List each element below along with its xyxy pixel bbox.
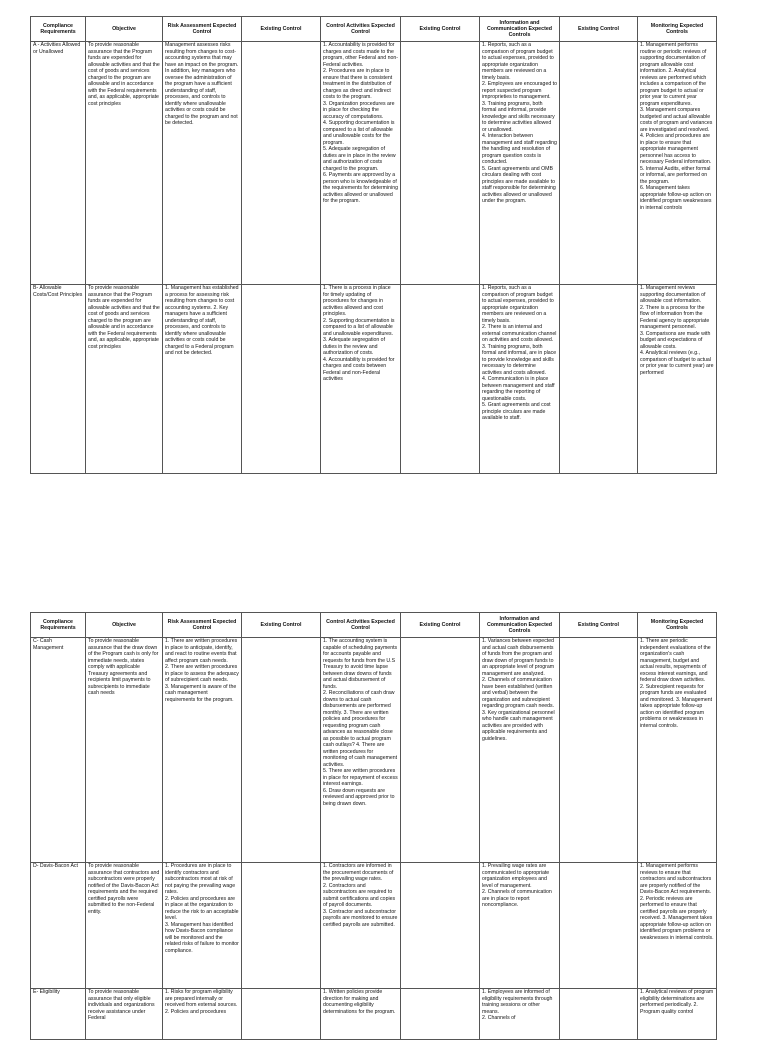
existing-control-cell[interactable] bbox=[401, 285, 480, 474]
information-communication-cell: 1. Employees are informed of eligibility requirements through training sessions or other means. 2. Channels of bbox=[480, 989, 560, 1040]
header-existing-control: Existing Control bbox=[242, 613, 321, 638]
objective-cell: To provide reasonable assurance that the Program funds are expended for allowable activities and that the cost of goods and services charged to the program are allowable and in accordance with the Federal requirements and, as applicable, appropriate cost principles bbox=[86, 42, 163, 285]
header-compliance: Compliance Requirements bbox=[31, 17, 86, 42]
control-activities-cell: 1. Written policies provide direction for making and documenting eligibility determinations for the program. bbox=[321, 989, 401, 1040]
compliance-requirement-cell: A - Activities Allowed or Unallowed bbox=[31, 42, 86, 285]
existing-control-cell[interactable] bbox=[242, 638, 321, 863]
header-objective: Objective bbox=[86, 17, 163, 42]
header-existing-control: Existing Control bbox=[560, 613, 638, 638]
header-monitoring: Monitoring Expected Controls bbox=[638, 17, 717, 42]
header-information-communication: Information and Communication Expected Controls bbox=[480, 613, 560, 638]
risk-assessment-cell: 1. Risks for program eligibility are prepared internally or received from external sources. 2. Policies and procedures bbox=[163, 989, 242, 1040]
table-row bbox=[31, 42, 717, 285]
information-communication-cell: 1. Variances between expected and actual cash disbursements of funds from the program and draw down of program funds to an appropriate level of program management are analyzed. 2. Channels of communication have been established (written and verbal) between the organization and subrecipient regarding program cash needs. 3. Key organizational personnel who handle cash management activities are provided with applicable requirements and guidelines. bbox=[480, 638, 560, 863]
objective-cell: To provide reasonable assurance that the Program funds are expended for allowable activities and that the cost of goods and services charged to the program are allowable and in accordance with the Federal requirements and, as applicable, appropriate cost principles bbox=[86, 285, 163, 474]
table-row bbox=[31, 638, 717, 863]
header-existing-control: Existing Control bbox=[401, 17, 480, 42]
objective-cell: To provide reasonable assurance that the draw down of the Program cash is only for immediate needs, states comply with applicable Treasury agreements and recipients limit payments to subrecipients to immediate cash needs bbox=[86, 638, 163, 863]
risk-assessment-cell: 1. Procedures are in place to identify contractors and subcontractors most at risk of not paying the prevailing wage rates. 2. Policies and procedures are in place at the organization to reduce the risk to an acceptable level. 3. Management has identified how Davis-Bacon compliance will be monitored and the related risks of failure to monitor compliance. bbox=[163, 863, 242, 989]
header-information-communication: Information and Communication Expected Controls bbox=[480, 17, 560, 42]
controls-matrix-table-1 bbox=[30, 16, 717, 474]
header-control-activities: Control Activities Expected Control bbox=[321, 17, 401, 42]
compliance-requirement-cell: B- Allowable Costs/Cost Principles bbox=[31, 285, 86, 474]
existing-control-cell[interactable] bbox=[401, 638, 480, 863]
control-activities-cell: 1. Contractors are informed in the procurement documents of the prevailing wage rates. 2. Contractors and subcontractors are required to submit certifications and copies of payroll documents. 3. Contractor and subcontractor payrolls are monitored to ensure certified payrolls are submitted. bbox=[321, 863, 401, 989]
monitoring-cell: 1. There are periodic independent evaluations of the organization's cash management, budget and actual results, repayments of excess interest earnings, and federal draw down activities. 2. Subrecipient requests for program funds are evaluated and monitored. 3. Management takes appropriate follow-up action on identified program problems or weaknesses in internal controls. bbox=[638, 638, 717, 863]
compliance-requirement-cell: C- Cash Management bbox=[31, 638, 86, 863]
monitoring-cell: 1. Management performs reviews to ensure that contractors and subcontractors are properly notified of the Davis-Bacon Act requirements. 2. Periodic reviews are performed to ensure that certified payrolls are properly received. 3. Management takes appropriate follow-up action on identified program problems or weaknesses in internal controls. bbox=[638, 863, 717, 989]
information-communication-cell: 1. Prevailing wage rates are communicated to appropriate organization employees and level of management. 2. Channels of communication are in place to report noncompliance. bbox=[480, 863, 560, 989]
control-activities-cell: 1. There is a process in place for timely updating of procedures for changes in activities allowed and cost principles. 2. Supporting documentation is compared to a list of allowable and unallowable expenditures. 3. Adequate segregation of duties in the review and authorization of costs. 4. Accountability is provided for charges and costs between Federal and non-Federal activities bbox=[321, 285, 401, 474]
monitoring-cell: 1. Analytical reviews of program eligibility determinations are performed periodically. 2. Program quality control bbox=[638, 989, 717, 1040]
existing-control-cell[interactable] bbox=[560, 285, 638, 474]
header-existing-control: Existing Control bbox=[401, 613, 480, 638]
header-compliance: Compliance Requirements bbox=[31, 613, 86, 638]
objective-cell: To provide reasonable assurance that only eligible individuals and organizations receive assistance under Federal bbox=[86, 989, 163, 1040]
table-row bbox=[31, 863, 717, 989]
existing-control-cell[interactable] bbox=[560, 989, 638, 1040]
control-activities-cell: 1. The accounting system is capable of scheduling payments for accounts payable and requests for funds from the U.S Treasury to avoid time lapse between draw downs of funds and actual disbursement of funds. 2. Reconciliations of cash draw downs to actual cash disbursements are performed monthly. 3. There are written policies and procedures for requesting program cash advances as reasonable close as possible to actual program cash outlays? 4. There are written procedures for monitoring of cash management activities. 5. There are written procedures in place for repayment of excess interest earnings. 6. Draw down requests are reviewed and approved prior to being drawn down. bbox=[321, 638, 401, 863]
information-communication-cell: 1. Reports, such as a comparison of program budget to actual expenses, provided to appropriate organization members are reviewed on a timely basis. 2. There is an internal and external communication channel on activities and costs allowed. 3. Training programs, both formal and informal, are in place to provide knowledge and skills necessary to determine activities and costs allowed. 4. Communication is in place between management and staff regarding the reporting of questionable costs. 5. Grant agreements and cost principle circulars are made available to staff. bbox=[480, 285, 560, 474]
control-activities-cell: 1. Accountability is provided for charges and costs made to the program, other Federal and non-Federal activities. 2. Procedures are in place to ensure that there is consistent treatment in the distribution of charges as direct and indirect costs to the program. 3. Organization procedures are in place for checking the accuracy of computations. 4. Supporting documentation is compared to a list of allowable and unallowable costs for the program. 5. Adequate segregation of duties are in place in the review and authorization of costs charged to the program. 6. Payments are approved by a person who is knowledgeable of the requirements for determining activities allowed or unallowed for the program. bbox=[321, 42, 401, 285]
information-communication-cell: 1. Reports, such as a comparison of program budget to actual expenses, provided to appropriate organization members are reviewed on a timely basis. 2. Employees are encouraged to report suspected program improprieties to management. 3. Training programs, both formal and informal, provide knowledge and skills necessary to determine activities allowed or unallowed. 4. Interaction between management and staff regarding the handling and resolution of program question costs is conducted. 5. Grant agreements and OMB circulars dealing with cost principles are made available to staff responsible for determining activities allowed or unallowed under the program. bbox=[480, 42, 560, 285]
existing-control-cell[interactable] bbox=[242, 989, 321, 1040]
existing-control-cell[interactable] bbox=[242, 863, 321, 989]
risk-assessment-cell: 1. There are written procedures in place to anticipate, identify, and react to routine events that affect program cash needs. 2. There are written procedures in place to assess the adequacy of subrecipient cash needs. 3. Management is aware of the cash management requirements for the program. bbox=[163, 638, 242, 863]
compliance-requirement-cell: D- Davis-Bacon Act bbox=[31, 863, 86, 989]
existing-control-cell[interactable] bbox=[242, 42, 321, 285]
existing-control-cell[interactable] bbox=[560, 863, 638, 989]
header-risk-assessment: Risk Assessment Expected Control bbox=[163, 17, 242, 42]
risk-assessment-cell: Management assesses risks resulting from changes to cost-accounting systems that may have an impact on the program. In addition, key managers who oversee the administration of the program have a sufficient understanding of staff, processes, and controls to identify where unallowable activities or costs could be charged to the program and not be detected. bbox=[163, 42, 242, 285]
existing-control-cell[interactable] bbox=[560, 42, 638, 285]
existing-control-cell[interactable] bbox=[242, 285, 321, 474]
header-risk-assessment: Risk Assessment Expected Control bbox=[163, 613, 242, 638]
header-objective: Objective bbox=[86, 613, 163, 638]
header-control-activities: Control Activities Expected Control bbox=[321, 613, 401, 638]
table-row bbox=[31, 989, 717, 1040]
table-row bbox=[31, 285, 717, 474]
header-monitoring: Monitoring Expected Controls bbox=[638, 613, 717, 638]
existing-control-cell[interactable] bbox=[401, 863, 480, 989]
header-existing-control: Existing Control bbox=[242, 17, 321, 42]
compliance-requirement-cell: E- Eligibility bbox=[31, 989, 86, 1040]
objective-cell: To provide reasonable assurance that contractors and subcontractors were properly notified of the Davis-Bacon Act requirements and the required certified payrolls were submitted to the non-Federal entity. bbox=[86, 863, 163, 989]
monitoring-cell: 1. Management performs routine or periodic reviews of supporting documentation of program allowable cost information. 2. Analytical reviews are performed which includes a comparison of the program budget to actual or prior year to current year program expenditures. 3. Management compares budgeted and actual allowable costs of program and variances are investigated and resolved. 4. Policies and procedures are in place to ensure that appropriate management personnel has access to necessary Federal information. 5. Internal Audits, either formal or informal, are performed on the program. 6. Management takes appropriate follow-up action on identified program weaknesses in internal controls bbox=[638, 42, 717, 285]
existing-control-cell[interactable] bbox=[401, 42, 480, 285]
risk-assessment-cell: 1. Management has established a process for assessing risk resulting from changes to cost accounting systems. 2. Key managers have a sufficient understanding of staff, processes, and controls to identify where unallowable activities or costs could be charged to a Federal program and not be detected. bbox=[163, 285, 242, 474]
monitoring-cell: 1. Management reviews supporting documentation of allowable cost information. 2. There is a process for the flow of information from the Federal agency to appropriate management personnel. 3. Comparisons are made with budget and expectations of allowable costs. 4. Analytical reviews (e.g., comparison of budget to actual or prior year to current year) are performed bbox=[638, 285, 717, 474]
header-row bbox=[31, 17, 717, 42]
controls-matrix-table-2 bbox=[30, 612, 717, 1040]
header-row bbox=[31, 613, 717, 638]
existing-control-cell[interactable] bbox=[560, 638, 638, 863]
header-existing-control: Existing Control bbox=[560, 17, 638, 42]
existing-control-cell[interactable] bbox=[401, 989, 480, 1040]
